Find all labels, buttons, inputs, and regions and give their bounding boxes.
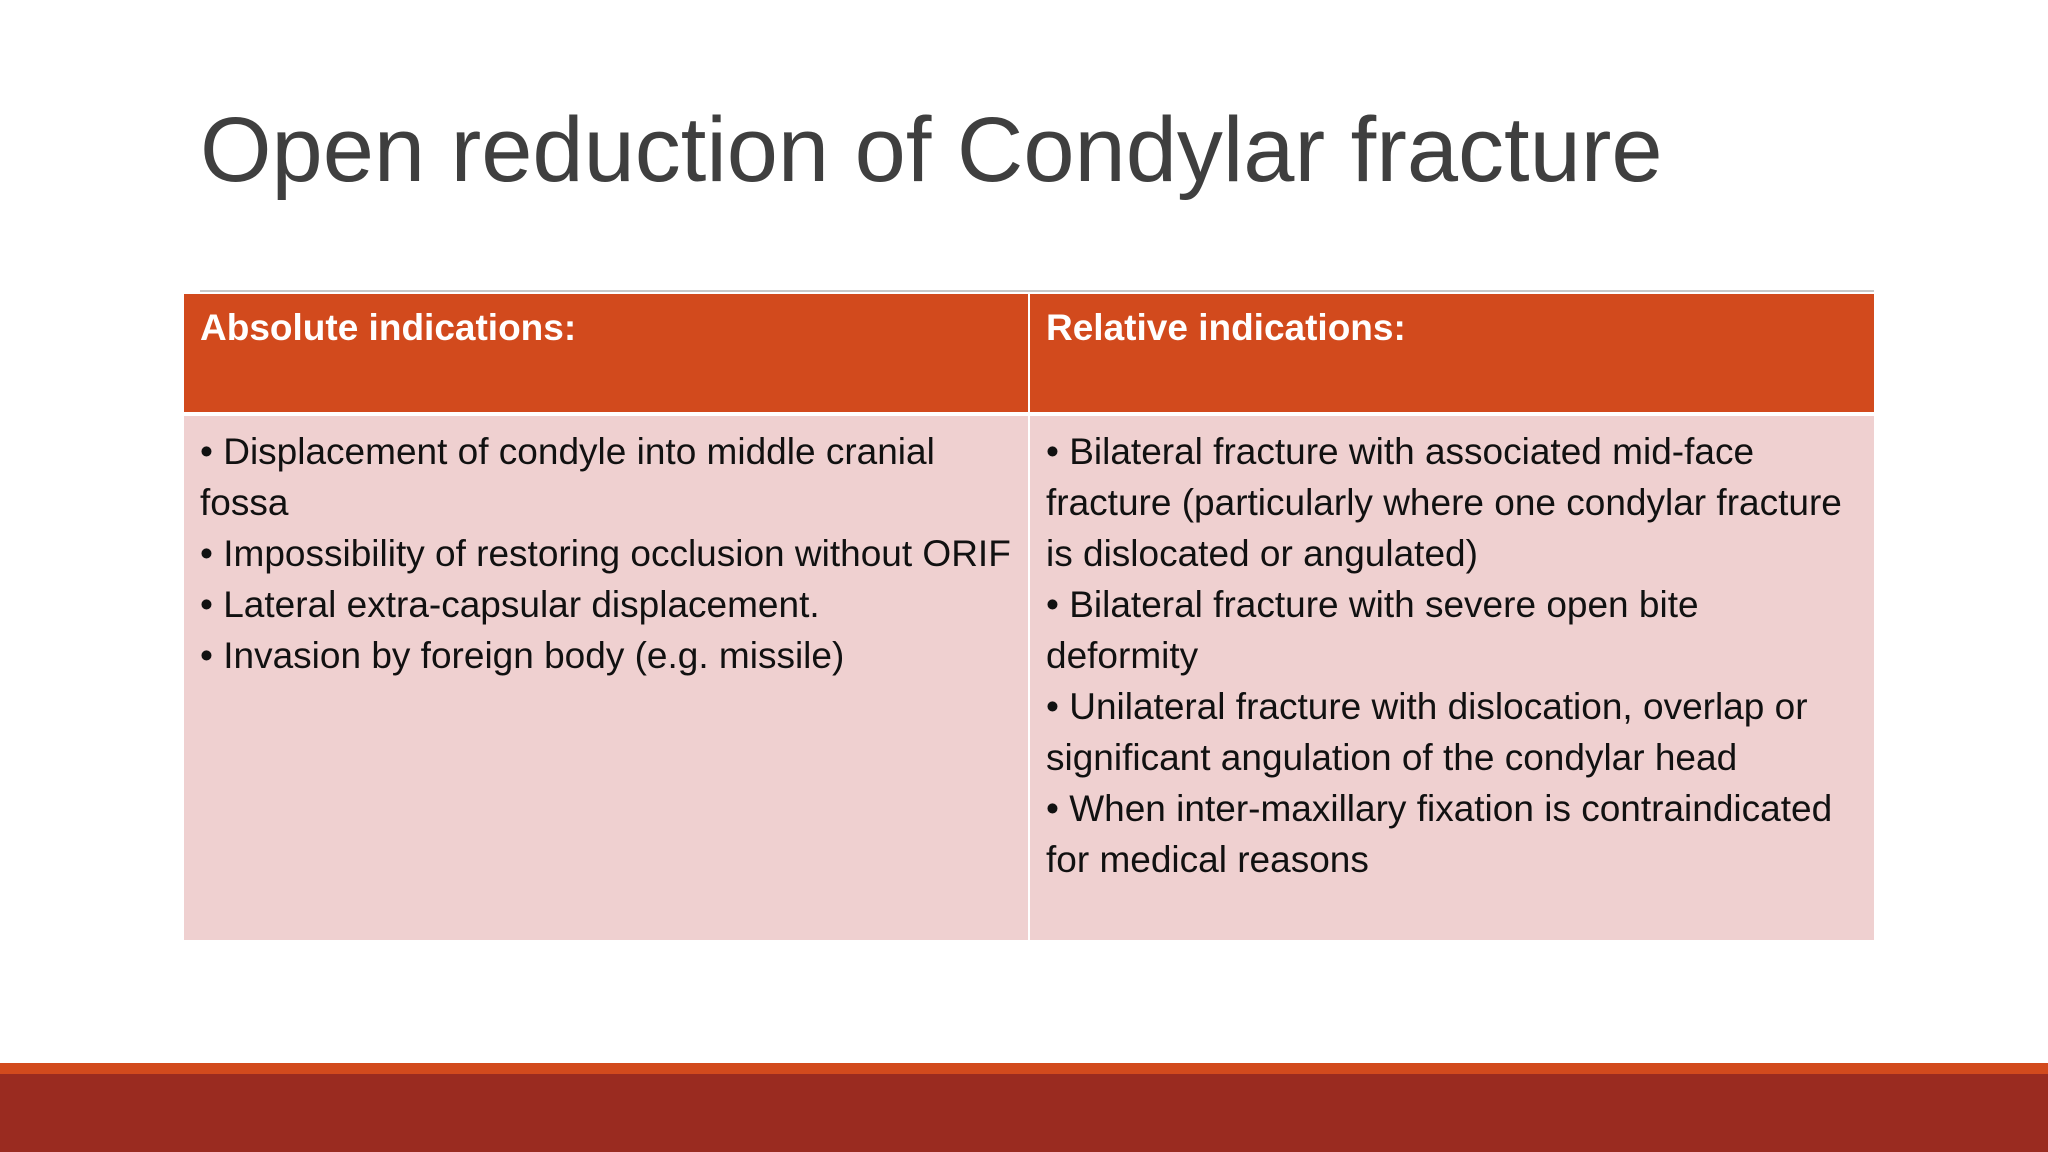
relative-indication-item: • When inter-maxillary fixation is contraindicated for medical reasons [1046, 788, 1833, 880]
footer-accent-stripe [0, 1063, 2048, 1074]
relative-indication-item: • Bilateral fracture with associated mid-face fracture (particularly where one condylar fracture is dislocated or angulated) [1046, 431, 1842, 574]
relative-indications-cell [1030, 416, 1874, 940]
slide-title: Open reduction of Condylar fracture [200, 99, 1663, 201]
footer-band [0, 1074, 2048, 1152]
header-relative-indications: Relative indications: [1030, 294, 1874, 412]
relative-indication-item: • Unilateral fracture with dislocation, overlap or significant angulation of the condylar head [1046, 686, 1808, 778]
absolute-indications-cell [184, 416, 1028, 940]
indications-table [184, 294, 1874, 940]
absolute-indication-item: • Lateral extra-capsular displacement. [200, 584, 820, 625]
header-absolute-indications: Absolute indications: [184, 294, 1028, 412]
absolute-indication-item: • Displacement of condyle into middle cranial fossa [200, 431, 935, 523]
relative-indication-item: • Bilateral fracture with severe open bite deformity [1046, 584, 1699, 676]
absolute-indication-item: • Invasion by foreign body (e.g. missile) [200, 635, 845, 676]
title-divider [200, 290, 1874, 292]
absolute-indication-item: • Impossibility of restoring occlusion without ORIF [200, 533, 1011, 574]
